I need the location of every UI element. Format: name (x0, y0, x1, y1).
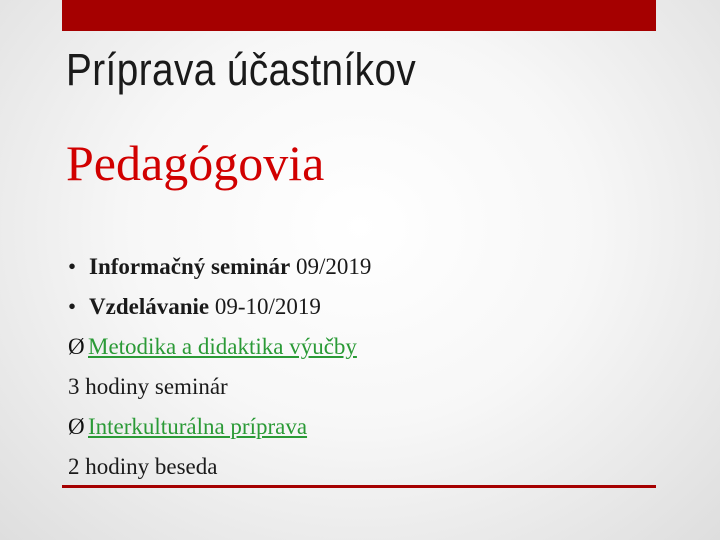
link-item-intercultural[interactable] (68, 407, 658, 447)
slide-title: Príprava účastníkov (66, 44, 417, 95)
bullet-icon: • (68, 294, 77, 319)
intercultural-note: 2 hodiny beseda (68, 454, 218, 479)
methodology-note: 3 hodiny seminár (68, 374, 228, 399)
bullet-item-seminar (68, 247, 658, 287)
bottom-accent-rule (62, 485, 656, 488)
bullet-icon: • (68, 254, 77, 279)
bullet-item-bold: Vzdelávanie (89, 294, 210, 319)
slide-content (68, 247, 658, 487)
arrow-bullet-icon: Ø (68, 334, 85, 359)
slide-subtitle: Pedagógovia (66, 135, 325, 191)
link-item-methodology[interactable] (68, 327, 658, 367)
bullet-item-date: 09-10/2019 (209, 294, 321, 319)
intercultural-link[interactable]: Interkulturálna príprava (88, 414, 308, 439)
bullet-item-education (68, 287, 658, 327)
arrow-bullet-icon: Ø (68, 414, 85, 439)
methodology-link[interactable]: Metodika a didaktika výučby (88, 334, 357, 359)
top-accent-bar (62, 0, 656, 31)
bullet-item-date: 09/2019 (290, 254, 372, 279)
bullet-item-bold: Informačný seminár (89, 254, 291, 279)
